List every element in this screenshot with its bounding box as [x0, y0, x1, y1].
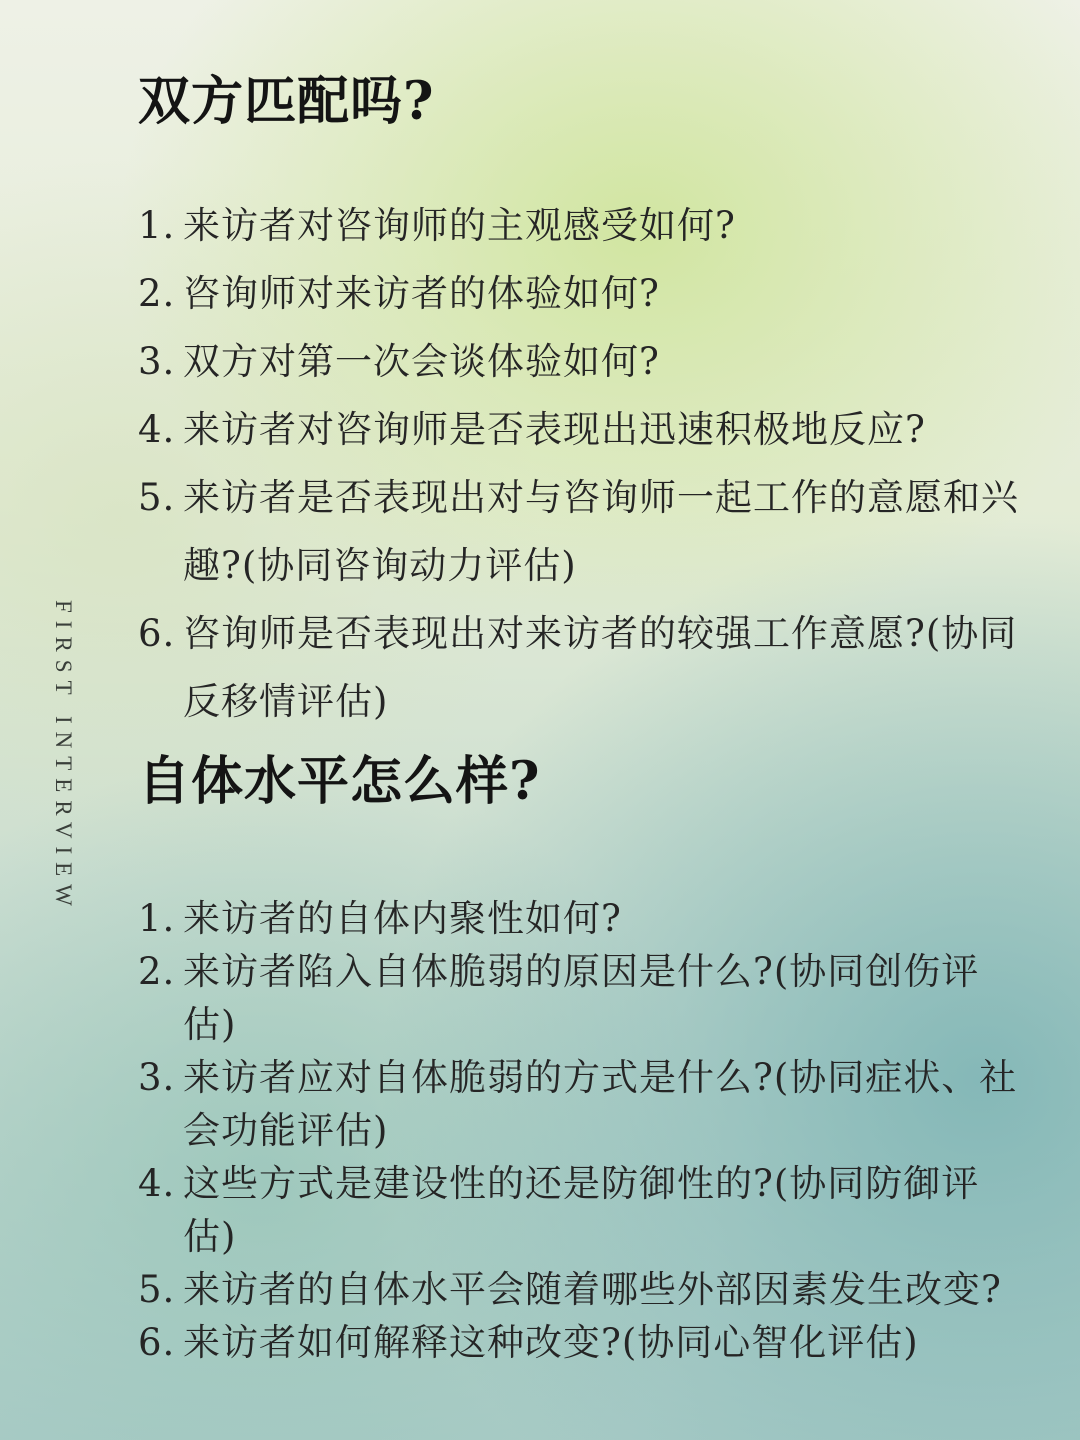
- list-item: [138, 464, 1028, 600]
- item-number: 3.: [138, 1056, 176, 1099]
- item-text: 来访者对咨询师的主观感受如何?: [183, 204, 736, 247]
- list-item: [138, 328, 1028, 396]
- item-number: 1.: [138, 204, 176, 247]
- list-item: [138, 1263, 1028, 1316]
- item-text: 来访者的自体水平会随着哪些外部因素发生改变?: [183, 1268, 1002, 1311]
- item-text: 来访者是否表现出对与咨询师一起工作的意愿和兴趣?(协同咨询动力评估): [183, 476, 1019, 587]
- item-text: 这些方式是建设性的还是防御性的?(协同防御评估): [183, 1162, 980, 1258]
- item-text: 来访者陷入自体脆弱的原因是什么?(协同创伤评估): [183, 950, 980, 1046]
- item-text: 来访者的自体内聚性如何?: [183, 897, 622, 940]
- list-item: [138, 192, 1028, 260]
- question-list: [138, 892, 1028, 1369]
- item-number: 2.: [138, 950, 176, 993]
- side-caption: FIRST INTERVIEW: [51, 600, 76, 914]
- item-number: 2.: [138, 272, 176, 315]
- item-text: 来访者应对自体脆弱的方式是什么?(协同症状、社会功能评估): [183, 1056, 1018, 1152]
- item-number: 6.: [138, 612, 176, 655]
- section-self-level: [138, 752, 1028, 1369]
- item-number: 1.: [138, 897, 176, 940]
- item-number: 4.: [138, 408, 176, 451]
- item-number: 5.: [138, 476, 176, 519]
- list-item: [138, 1316, 1028, 1369]
- question-list: [138, 192, 1028, 736]
- item-text: 双方对第一次会谈体验如何?: [183, 340, 660, 383]
- item-number: 6.: [138, 1321, 176, 1364]
- section-match: [138, 72, 1028, 736]
- list-item: [138, 892, 1028, 945]
- list-item: [138, 396, 1028, 464]
- list-item: [138, 260, 1028, 328]
- item-number: 3.: [138, 340, 176, 383]
- list-item: [138, 1157, 1028, 1263]
- list-item: [138, 1051, 1028, 1157]
- item-text: 来访者对咨询师是否表现出迅速积极地反应?: [183, 408, 926, 451]
- section-title: 双方匹配吗?: [138, 71, 435, 132]
- item-text: 来访者如何解释这种改变?(协同心智化评估): [183, 1321, 919, 1364]
- item-number: 5.: [138, 1268, 176, 1311]
- item-text: 咨询师对来访者的体验如何?: [183, 272, 660, 315]
- list-item: [138, 600, 1028, 736]
- item-number: 4.: [138, 1162, 176, 1205]
- list-item: [138, 945, 1028, 1051]
- section-title: 自体水平怎么样?: [138, 751, 541, 812]
- item-text: 咨询师是否表现出对来访者的较强工作意愿?(协同反移情评估): [183, 612, 1018, 723]
